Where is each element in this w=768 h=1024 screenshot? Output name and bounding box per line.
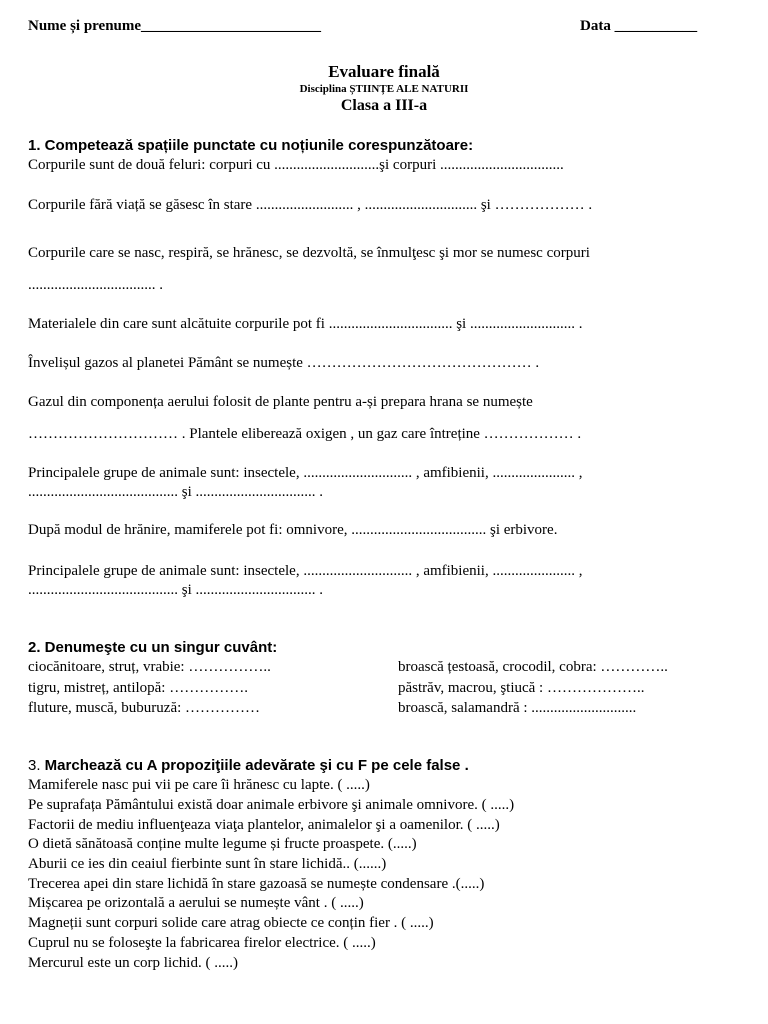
q2-heading-text: Denumeşte cu un singur cuvânt: — [40, 639, 278, 656]
name-field-label: Nume și prenume________________________ — [28, 18, 322, 34]
q3-statement: Factorii de mediu influenţeaza viaţa plantelor, animalelor şi a oamenilor. ( .....) — [28, 817, 500, 833]
q3-statement: O dietă sănătoasă conține multe legume și fructe proaspete. (.....) — [28, 836, 417, 852]
q2-right-item: broască, salamandră : ............................ — [398, 700, 637, 716]
q3-heading-text: Marchează cu A propoziţiile adevărate şi cu F pe cele false . — [40, 757, 469, 774]
q3-number: 3. — [28, 757, 41, 774]
q3-statement: Cuprul nu se foloseşte la fabricarea firelor electrice. ( .....) — [28, 935, 376, 951]
q2-left-item: tigru, mistreț, antilopă: ……………. — [28, 680, 248, 696]
q3-statement: Trecerea apei din stare lichidă în stare gazoasă se numește condensare .(.....) — [28, 876, 485, 892]
q1-line: Materialele din care sunt alcătuite corpurile pot fi ................................. şi ............................ . — [28, 316, 583, 332]
q1-heading-text: Competează spațiile punctate cu noțiunile corespunzătoare: — [40, 137, 474, 154]
q3-statement: Pe suprafața Pământului există doar animale erbivore şi animale omnivore. ( .....) — [28, 797, 515, 813]
q1-number: 1. — [28, 137, 41, 154]
q1-line: ........................................ şi ................................ . — [28, 582, 324, 598]
q2-heading — [28, 639, 277, 656]
q1-line: .................................. . — [28, 277, 163, 293]
q2-number: 2. — [28, 639, 41, 656]
q3-statement: Aburii ce ies din ceaiul fierbinte sunt în stare lichidă.. (......) — [28, 856, 387, 872]
date-field-label: Data ___________ — [580, 18, 698, 34]
q1-line: ………………………… . Plantele eliberează oxigen , un gaz care întreține ……………… . — [28, 426, 582, 442]
q2-left-item: fluture, muscă, buburuză: …………… — [28, 700, 261, 716]
q3-statement: Mamiferele nasc pui vii pe care îi hrănesc cu lapte. ( .....) — [28, 777, 370, 793]
q3-statement: Mercurul este un corp lichid. ( .....) — [28, 955, 238, 971]
q2-right-item: păstrăv, macrou, ştiucă : ……………….. — [398, 680, 645, 696]
q1-heading — [28, 137, 473, 154]
q1-line: După modul de hrănire, mamiferele pot fi: omnivore, .................................... şi erbivore. — [28, 522, 558, 538]
q1-line: Corpurile care se nasc, respiră, se hrănesc, se dezvoltă, se înmulţesc şi mor se numesc corpuri — [28, 245, 590, 261]
q1-line: Principalele grupe de animale sunt: insectele, ............................. , amfibienii, ...................... , — [28, 563, 583, 579]
page-title: Evaluare finală — [328, 62, 440, 81]
q1-line: Corpurile fără viață se găsesc în stare .......................... , .............................. şi ……………… . — [28, 197, 593, 213]
q1-line: Corpurile sunt de două feluri: corpuri cu ............................şi corpuri ................................. — [28, 157, 564, 173]
q3-statement: Magneții sunt corpuri solide care atrag obiecte ce conțin fier . ( .....) — [28, 915, 434, 931]
q3-heading — [28, 757, 469, 774]
discipline-subtitle: Disciplina ȘTIINȚE ALE NATURII — [299, 83, 469, 95]
class-label: Clasa a III-a — [340, 97, 428, 114]
q3-statement: Mișcarea pe orizontală a aerului se numește vânt . ( .....) — [28, 895, 364, 911]
q1-line: ........................................ şi ................................ . — [28, 484, 324, 500]
q2-right-item: broască țestoasă, crocodil, cobra: ………….. — [398, 659, 668, 675]
q1-line: Învelișul gazos al planetei Pământ se numește ……………………………………… . — [28, 355, 540, 371]
q1-line: Gazul din componența aerului folosit de plante pentru a-și prepara hrana se numește — [28, 394, 533, 410]
q1-line: Principalele grupe de animale sunt: insectele, ............................. , amfibienii, ...................... , — [28, 465, 583, 481]
q2-left-item: ciocănitoare, struț, vrabie: …………….. — [28, 659, 271, 675]
